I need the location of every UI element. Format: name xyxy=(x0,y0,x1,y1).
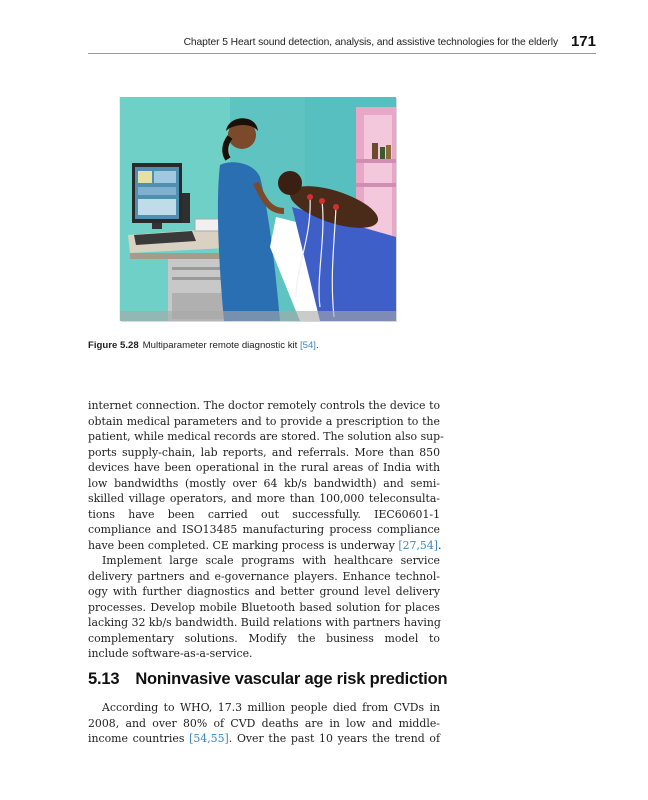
p2-line: Implement large scale programs with healthcare service xyxy=(102,554,440,567)
caption-label: Figure 5.28 xyxy=(88,340,139,351)
p3-line: 2008, and over 80% of CVD deaths are in low and middle- xyxy=(88,716,440,730)
p1-line: compliance and ISO13485 manufacturing process compliance xyxy=(88,523,440,536)
p1-line: patient, while medical records are stored. The solution also sup- xyxy=(88,430,444,443)
p1-line: ports supply-chain, lab reports, and referrals. More than 850 xyxy=(88,445,440,459)
p3-line: According to WHO, 17.3 million people died from CVDs in xyxy=(102,701,440,714)
body-paragraphs xyxy=(88,398,444,662)
caption-citation-link[interactable]: [54] xyxy=(299,340,316,351)
p2-line: delivery partners and e-governance players. Enhance technol- xyxy=(88,569,440,583)
p1-line: obtain medical parameters and to provide a prescription to the xyxy=(88,414,440,428)
p1-last-line xyxy=(88,538,440,554)
p1-last-text: have been completed. CE marking process is underway xyxy=(88,538,395,552)
caption-end: . xyxy=(315,340,319,351)
p3-last-line xyxy=(88,731,440,747)
p2-line: lacking 32 kb/s bandwidth. Build relations with partners having xyxy=(88,616,441,629)
section-title: Noninvasive vascular age risk prediction xyxy=(135,670,448,688)
caption-text: Multiparameter remote diagnostic kit xyxy=(142,340,298,351)
p1-citation-link[interactable]: [27,54] xyxy=(398,538,439,552)
p1-last-end: . xyxy=(438,538,442,552)
section-paragraph xyxy=(88,700,440,747)
p1-line: devices have been operational in the rural areas of India with xyxy=(88,461,440,474)
figure-caption xyxy=(88,340,596,351)
section-heading xyxy=(88,670,447,689)
running-head xyxy=(88,33,596,54)
figure-photo xyxy=(120,97,396,321)
p3-last-end: . Over the past 10 years the trend of xyxy=(228,732,440,745)
p2-line: include software-as-a-service. xyxy=(88,647,253,660)
p1-line: tions have been carried out successfully. IEC60601-1 xyxy=(88,507,440,521)
section-number: 5.13 xyxy=(88,670,120,688)
p2-line: complementary solutions. Modify the business model to xyxy=(88,631,440,645)
p3-citation-link[interactable]: [54,55] xyxy=(189,732,229,745)
p2-line: ogy with further diagnostics and better ground level delivery xyxy=(88,585,440,598)
photo-illustration xyxy=(120,97,396,321)
p3-last-text: income countries xyxy=(88,732,185,745)
p2-line: processes. Develop mobile Bluetooth based solution for places xyxy=(88,600,440,614)
p1-line: low bandwidths (mostly over 64 kb/s bandwidth) and semi- xyxy=(88,476,440,490)
page-number: 171 xyxy=(570,33,596,50)
p1-line: internet connection. The doctor remotely controls the device to xyxy=(88,399,440,412)
p1-line: skilled village operators, and more than 100,000 teleconsulta- xyxy=(88,492,440,505)
running-head-title: Chapter 5 Heart sound detection, analysis, and assistive technologies for the elderly xyxy=(183,37,558,48)
